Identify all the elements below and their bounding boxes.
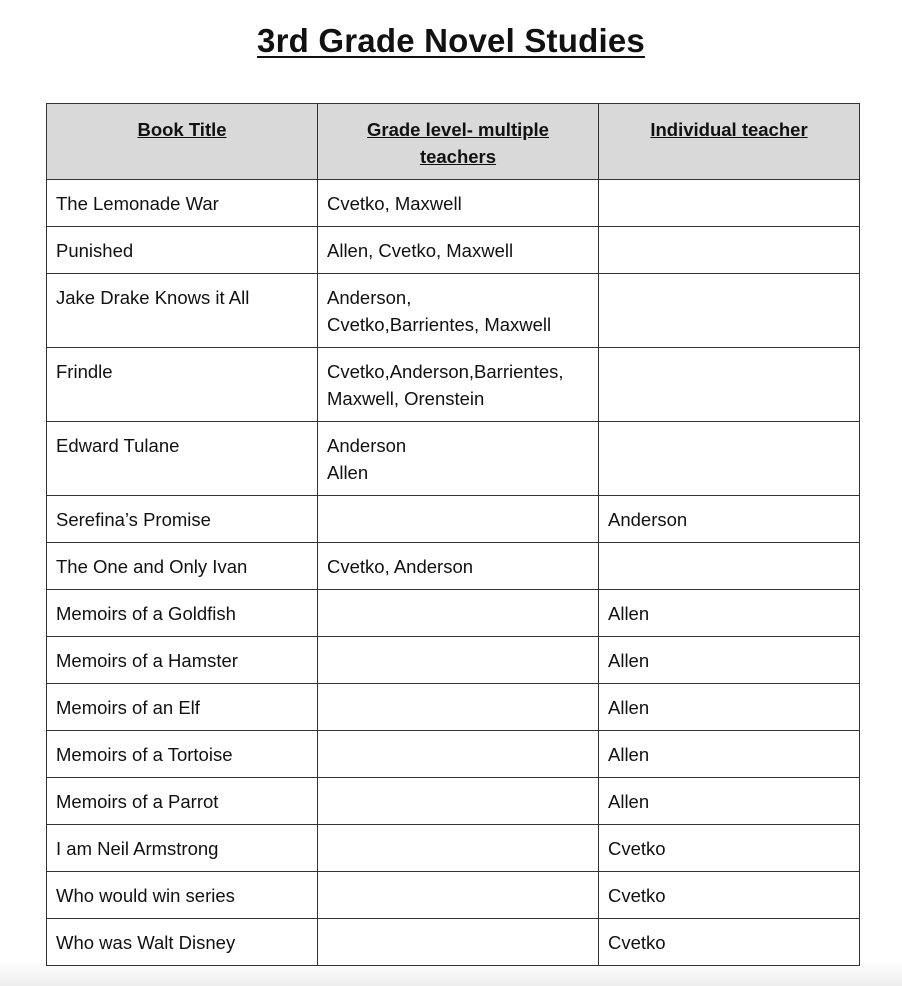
book-title-cell: Serefina’s Promise — [47, 496, 318, 543]
individual-teacher-cell — [599, 543, 860, 590]
table-row — [47, 778, 860, 825]
book-title-cell: The Lemonade War — [47, 180, 318, 227]
table-row — [47, 590, 860, 637]
grade-level-cell — [318, 496, 599, 543]
individual-teacher-cell — [599, 348, 860, 422]
table-row — [47, 180, 860, 227]
novel-studies-table — [46, 103, 860, 966]
book-title-cell: I am Neil Armstrong — [47, 825, 318, 872]
individual-teacher-cell — [599, 227, 860, 274]
table-row — [47, 543, 860, 590]
grade-level-line: Allen, Cvetko, Maxwell — [327, 240, 514, 261]
individual-teacher-cell: Cvetko — [599, 919, 860, 966]
grade-level-cell — [318, 180, 599, 227]
table-row — [47, 227, 860, 274]
grade-level-cell — [318, 274, 599, 348]
grade-level-cell — [318, 919, 599, 966]
grade-level-cell — [318, 227, 599, 274]
individual-teacher-cell: Anderson — [599, 496, 860, 543]
book-title-cell: Who was Walt Disney — [47, 919, 318, 966]
header-individual-teacher: Individual teacher — [599, 104, 860, 180]
individual-teacher-cell: Allen — [599, 637, 860, 684]
grade-level-cell — [318, 825, 599, 872]
book-title-cell: Memoirs of a Hamster — [47, 637, 318, 684]
table-body — [47, 180, 860, 966]
grade-level-cell — [318, 590, 599, 637]
individual-teacher-cell: Cvetko — [599, 825, 860, 872]
book-title-cell: Jake Drake Knows it All — [47, 274, 318, 348]
book-title-cell: Memoirs of a Tortoise — [47, 731, 318, 778]
grade-level-line: Cvetko,Barrientes, Maxwell — [327, 314, 552, 335]
grade-level-cell — [318, 637, 599, 684]
header-grade-level: Grade level- multiple teachers — [318, 104, 599, 180]
table-row — [47, 684, 860, 731]
individual-teacher-cell: Allen — [599, 731, 860, 778]
grade-level-cell — [318, 872, 599, 919]
grade-level-line: Cvetko,Anderson,Barrientes, — [327, 361, 564, 382]
grade-level-cell — [318, 422, 599, 496]
grade-level-line: Allen — [327, 462, 369, 483]
table-row — [47, 637, 860, 684]
grade-level-cell — [318, 778, 599, 825]
grade-level-cell — [318, 684, 599, 731]
grade-level-cell — [318, 348, 599, 422]
individual-teacher-cell: Allen — [599, 590, 860, 637]
table-row — [47, 872, 860, 919]
book-title-cell: Memoirs of an Elf — [47, 684, 318, 731]
header-book-title: Book Title — [47, 104, 318, 180]
book-title-cell: Punished — [47, 227, 318, 274]
table-row — [47, 496, 860, 543]
book-title-cell: Memoirs of a Goldfish — [47, 590, 318, 637]
grade-level-line: Maxwell, Orenstein — [327, 388, 485, 409]
table-row — [47, 919, 860, 966]
table-row — [47, 422, 860, 496]
individual-teacher-cell: Allen — [599, 778, 860, 825]
individual-teacher-cell — [599, 180, 860, 227]
book-title-cell: The One and Only Ivan — [47, 543, 318, 590]
grade-level-line: Cvetko, Maxwell — [327, 193, 462, 214]
page-title: 3rd Grade Novel Studies — [257, 22, 645, 59]
grade-level-line: Anderson, — [327, 287, 412, 308]
book-title-cell: Frindle — [47, 348, 318, 422]
individual-teacher-cell: Allen — [599, 684, 860, 731]
grade-level-line: Anderson — [327, 435, 407, 456]
individual-teacher-cell: Cvetko — [599, 872, 860, 919]
table-row — [47, 274, 860, 348]
table-header-row — [47, 104, 860, 180]
book-title-cell: Who would win series — [47, 872, 318, 919]
grade-level-cell — [318, 731, 599, 778]
grade-level-cell — [318, 543, 599, 590]
book-title-cell: Edward Tulane — [47, 422, 318, 496]
individual-teacher-cell — [599, 274, 860, 348]
book-title-cell: Memoirs of a Parrot — [47, 778, 318, 825]
grade-level-line: Cvetko, Anderson — [327, 556, 474, 577]
table-row — [47, 825, 860, 872]
table-row — [47, 731, 860, 778]
table-row — [47, 348, 860, 422]
individual-teacher-cell — [599, 422, 860, 496]
